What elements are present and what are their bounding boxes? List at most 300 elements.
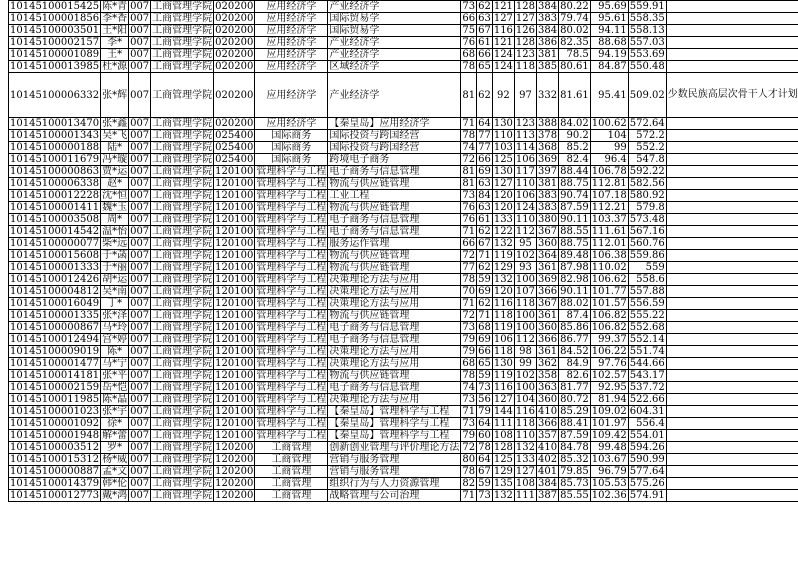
dept-code: 007 bbox=[130, 322, 150, 333]
score-english: 67 bbox=[478, 466, 491, 477]
score-total: 366 bbox=[538, 418, 558, 429]
score-politics: 74 bbox=[462, 142, 476, 153]
candidate-name: 孟*文 bbox=[102, 466, 128, 477]
remark bbox=[666, 178, 798, 190]
score-subject-2: 127 bbox=[515, 13, 536, 24]
table-row bbox=[9, 274, 798, 286]
major-code: 120100 bbox=[215, 178, 254, 189]
score-subject-2: 102 bbox=[515, 250, 536, 261]
major-name: 管理科学与工程 bbox=[256, 274, 327, 285]
candidate-name: 吴*南 bbox=[102, 286, 128, 297]
score-politics: 73 bbox=[462, 322, 476, 333]
college-name: 工商管理学院 bbox=[152, 286, 213, 297]
score-subject-2: 110 bbox=[515, 214, 536, 225]
score-subject-2: 133 bbox=[515, 454, 536, 465]
candidate-id: 10145100001089 bbox=[10, 49, 100, 60]
table-row bbox=[9, 25, 798, 37]
score-subject-1: 119 bbox=[493, 322, 513, 333]
score-total: 360 bbox=[538, 394, 558, 405]
retest-score: 85.2 bbox=[559, 142, 591, 154]
research-direction: 电子商务与信息管理 bbox=[328, 334, 461, 346]
remark bbox=[666, 322, 798, 334]
final-score: 509.02 bbox=[628, 73, 666, 118]
major-name: 应用经济学 bbox=[255, 37, 328, 49]
retest-weighted: 112.01 bbox=[591, 238, 627, 249]
research-direction: 决策理论方法与应用 bbox=[328, 286, 461, 298]
retest-weighted: 95.41 bbox=[590, 73, 628, 118]
remark bbox=[666, 166, 798, 178]
score-politics: 71 bbox=[462, 490, 476, 501]
retest-score: 90.11 bbox=[560, 214, 589, 225]
score-subject-1: 120 bbox=[493, 286, 513, 297]
major-code: 120100 bbox=[215, 286, 254, 297]
table-row bbox=[9, 166, 798, 178]
score-subject-1: 130 bbox=[493, 166, 513, 177]
retest-weighted: 99.48 bbox=[590, 442, 628, 454]
score-total: 384 bbox=[538, 1, 558, 12]
major-name: 应用经济学 bbox=[255, 73, 328, 118]
candidate-name: 徐* bbox=[101, 418, 129, 430]
candidate-id: 10145100003512 bbox=[10, 442, 100, 453]
college-name: 工商管理学院 bbox=[152, 226, 213, 237]
final-score: 543.17 bbox=[629, 370, 665, 381]
retest-weighted: 97.76 bbox=[590, 358, 628, 370]
candidate-name: 周* bbox=[101, 214, 129, 226]
candidate-id: 10145100003501 bbox=[10, 25, 100, 36]
score-politics: 72 bbox=[462, 250, 476, 261]
score-subject-1: 108 bbox=[493, 430, 513, 441]
score-english: 73 bbox=[478, 490, 491, 501]
final-score: 553.69 bbox=[629, 49, 665, 60]
retest-score: 88.41 bbox=[560, 418, 589, 429]
score-subject-2: 111 bbox=[515, 490, 536, 501]
remark bbox=[666, 334, 798, 346]
research-direction: 电子商务与信息管理 bbox=[328, 214, 461, 226]
major-code: 120100 bbox=[215, 202, 254, 213]
college-name: 工商管理学院 bbox=[152, 430, 213, 441]
college-name: 工商管理学院 bbox=[152, 61, 213, 72]
college-name: 工商管理学院 bbox=[152, 202, 213, 213]
retest-weighted: 95.61 bbox=[590, 13, 628, 25]
major-code: 020200 bbox=[215, 118, 254, 129]
table-row bbox=[9, 442, 798, 454]
score-politics: 73 bbox=[462, 394, 476, 405]
research-direction: 电子商务与信息管理 bbox=[328, 382, 461, 394]
major-name: 管理科学与工程 bbox=[256, 346, 327, 357]
candidate-id: 10145100004812 bbox=[10, 286, 100, 297]
retest-score: 80.22 bbox=[560, 1, 589, 12]
score-english: 68 bbox=[478, 322, 491, 333]
major-code: 120200 bbox=[215, 454, 254, 465]
major-name: 应用经济学 bbox=[255, 49, 328, 61]
table-row bbox=[9, 190, 798, 202]
score-politics: 68 bbox=[462, 358, 476, 369]
retest-weighted: 81.94 bbox=[590, 394, 628, 406]
candidate-id: 10145100006332 bbox=[9, 73, 101, 118]
score-english: 59 bbox=[478, 478, 491, 489]
remark bbox=[666, 466, 798, 478]
college-name: 工商管理学院 bbox=[152, 238, 213, 249]
score-subject-2: 114 bbox=[515, 142, 536, 153]
score-english: 60 bbox=[478, 430, 491, 441]
candidate-id: 10145100009019 bbox=[10, 346, 100, 357]
score-total: 386 bbox=[538, 37, 558, 48]
major-code: 120100 bbox=[215, 262, 254, 273]
final-score: 558.35 bbox=[629, 13, 665, 24]
final-score: 552.2 bbox=[628, 142, 666, 154]
research-direction: 产业经济学 bbox=[328, 73, 461, 118]
remark bbox=[666, 61, 798, 73]
score-total: 364 bbox=[538, 250, 558, 261]
score-subject-2: 102 bbox=[515, 370, 536, 381]
college-name: 工商管理学院 bbox=[152, 478, 213, 489]
final-score: 572.2 bbox=[628, 130, 666, 142]
table-body bbox=[9, 1, 798, 502]
major-name: 国际商务 bbox=[255, 130, 328, 142]
research-direction: 【秦皇岛】管理科学与工程 bbox=[328, 406, 461, 418]
major-code: 020200 bbox=[215, 25, 254, 36]
retest-score: 90.2 bbox=[559, 130, 591, 142]
score-english: 65 bbox=[478, 358, 491, 369]
research-direction: 服务运作管理 bbox=[328, 238, 461, 250]
research-direction: 工业工程 bbox=[328, 190, 461, 202]
major-code: 025400 bbox=[215, 154, 254, 165]
candidate-id: 10145100001411 bbox=[10, 202, 100, 213]
research-direction: 国际投资与跨国经营 bbox=[328, 142, 461, 154]
score-subject-1: 130 bbox=[493, 358, 513, 369]
table-row bbox=[9, 322, 798, 334]
major-name: 管理科学与工程 bbox=[256, 382, 327, 393]
score-subject-2: 123 bbox=[515, 118, 536, 129]
score-english: 62 bbox=[478, 1, 491, 12]
score-total: 401 bbox=[538, 466, 558, 477]
candidate-id: 10145100001092 bbox=[10, 418, 100, 429]
score-subject-1: 127 bbox=[493, 394, 513, 405]
score-total: 368 bbox=[538, 142, 558, 153]
score-subject-2: 100 bbox=[515, 274, 536, 285]
remark bbox=[666, 298, 798, 310]
score-total: 384 bbox=[538, 25, 558, 36]
candidate-name: 韩*伦 bbox=[102, 478, 128, 489]
candidate-name: 岳*恺 bbox=[102, 382, 128, 393]
candidate-name: 胡*运 bbox=[102, 274, 128, 285]
candidate-id: 10145100013985 bbox=[10, 61, 100, 72]
candidate-id: 10145100001023 bbox=[10, 406, 100, 417]
dept-code: 007 bbox=[130, 298, 150, 309]
major-code: 120100 bbox=[215, 358, 254, 369]
major-code: 120200 bbox=[215, 466, 254, 477]
final-score: 556.4 bbox=[628, 418, 666, 430]
score-total: 367 bbox=[538, 226, 558, 237]
retest-score: 80.61 bbox=[560, 61, 589, 72]
research-direction: 组织行为与人力资源管理 bbox=[328, 478, 461, 490]
retest-score: 82.6 bbox=[559, 370, 591, 382]
research-direction: 国际投资与跨国经营 bbox=[328, 130, 461, 142]
major-code: 020200 bbox=[215, 37, 254, 48]
retest-score: 80.72 bbox=[560, 394, 589, 405]
remark bbox=[666, 406, 798, 418]
dept-code: 007 bbox=[130, 190, 150, 201]
score-english: 63 bbox=[478, 202, 491, 213]
score-total: 357 bbox=[538, 430, 558, 441]
score-politics: 78 bbox=[462, 466, 476, 477]
score-english: 69 bbox=[478, 286, 491, 297]
score-subject-1: 133 bbox=[493, 214, 513, 225]
dept-code: 007 bbox=[130, 478, 150, 489]
retest-score: 88.44 bbox=[560, 166, 589, 177]
retest-weighted: 112.81 bbox=[591, 178, 627, 189]
research-direction: 营销与服务管理 bbox=[328, 466, 461, 478]
retest-score: 85.32 bbox=[560, 454, 589, 465]
table-row bbox=[9, 286, 798, 298]
candidate-id: 10145100014379 bbox=[10, 478, 100, 489]
score-politics: 76 bbox=[462, 202, 476, 213]
score-total: 397 bbox=[538, 166, 558, 177]
score-subject-2: 95 bbox=[514, 238, 536, 250]
dept-code: 007 bbox=[130, 334, 150, 345]
remark bbox=[666, 142, 798, 154]
table-row bbox=[9, 1, 798, 13]
final-score: 582.56 bbox=[629, 178, 665, 189]
score-subject-2: 128 bbox=[515, 1, 536, 12]
score-subject-2: 127 bbox=[515, 466, 536, 477]
score-english: 66 bbox=[478, 154, 491, 165]
candidate-id: 10145100011679 bbox=[10, 154, 100, 165]
table-row bbox=[9, 214, 798, 226]
major-name: 管理科学与工程 bbox=[256, 298, 327, 309]
candidate-name: 冯*璇 bbox=[102, 154, 128, 165]
final-score: 604.31 bbox=[629, 406, 665, 417]
dept-code: 007 bbox=[130, 430, 150, 441]
candidate-name: 贾*运 bbox=[102, 166, 128, 177]
score-politics: 68 bbox=[462, 49, 476, 60]
retest-weighted: 110.02 bbox=[591, 262, 627, 273]
score-subject-2: 118 bbox=[515, 61, 536, 72]
candidate-id: 10145100014542 bbox=[10, 226, 100, 237]
retest-score: 82.35 bbox=[560, 37, 589, 48]
retest-weighted: 102.36 bbox=[591, 490, 627, 501]
major-name: 工商管理 bbox=[255, 466, 328, 478]
dept-code: 007 bbox=[130, 25, 150, 36]
score-politics: 81 bbox=[462, 178, 476, 189]
score-total: 362 bbox=[538, 358, 558, 369]
retest-score: 85.86 bbox=[560, 322, 589, 333]
score-politics: 76 bbox=[462, 214, 476, 225]
score-subject-1: 121 bbox=[493, 37, 513, 48]
retest-weighted: 96.4 bbox=[590, 154, 628, 166]
score-subject-2: 128 bbox=[515, 37, 536, 48]
candidate-name: 张*辉 bbox=[101, 73, 129, 118]
college-name: 工商管理学院 bbox=[152, 442, 213, 453]
dept-code: 007 bbox=[130, 154, 150, 165]
candidate-id: 10145100015608 bbox=[10, 250, 100, 261]
candidate-name: 温*怡 bbox=[102, 226, 128, 237]
table-row bbox=[9, 418, 798, 430]
final-score: 579.8 bbox=[628, 202, 666, 214]
college-name: 工商管理学院 bbox=[152, 190, 213, 201]
final-score: 567.16 bbox=[629, 226, 665, 237]
final-score: 557.03 bbox=[629, 37, 665, 48]
final-score: 574.91 bbox=[629, 490, 665, 501]
college-name: 工商管理学院 bbox=[152, 322, 213, 333]
dept-code: 007 bbox=[130, 406, 150, 417]
score-total: 369 bbox=[538, 274, 558, 285]
score-english: 62 bbox=[477, 73, 493, 118]
candidate-id: 10145100001948 bbox=[10, 430, 100, 441]
retest-weighted: 106.22 bbox=[591, 346, 627, 357]
major-code: 120100 bbox=[215, 346, 254, 357]
score-subject-1: 119 bbox=[493, 370, 513, 381]
remark bbox=[666, 394, 798, 406]
remark bbox=[666, 250, 798, 262]
final-score: 552.14 bbox=[629, 334, 665, 345]
table-row bbox=[9, 406, 798, 418]
score-politics: 73 bbox=[462, 418, 476, 429]
table-row bbox=[9, 262, 798, 274]
college-name: 工商管理学院 bbox=[152, 454, 213, 465]
score-total: 381 bbox=[538, 178, 558, 189]
dept-code: 007 bbox=[130, 346, 150, 357]
retest-weighted: 109.02 bbox=[591, 406, 627, 417]
score-subject-1: 122 bbox=[493, 226, 513, 237]
dept-code: 007 bbox=[130, 37, 150, 48]
college-name: 工商管理学院 bbox=[152, 130, 213, 141]
score-politics: 71 bbox=[462, 298, 476, 309]
research-direction: 【秦皇岛】应用经济学 bbox=[328, 118, 461, 130]
retest-score: 85.29 bbox=[560, 406, 589, 417]
dept-code: 007 bbox=[130, 130, 150, 141]
major-code: 020200 bbox=[214, 73, 255, 118]
college-name: 工商管理学院 bbox=[152, 346, 213, 357]
score-english: 61 bbox=[478, 214, 491, 225]
college-name: 工商管理学院 bbox=[152, 406, 213, 417]
college-name: 工商管理学院 bbox=[152, 118, 213, 129]
research-direction: 决策理论方法与应用 bbox=[328, 358, 461, 370]
final-score: 550.48 bbox=[629, 61, 665, 72]
research-direction: 营销与服务管理 bbox=[328, 454, 461, 466]
score-english: 71 bbox=[478, 310, 491, 321]
admission-score-table bbox=[8, 0, 798, 502]
major-code: 120100 bbox=[215, 226, 254, 237]
major-name: 管理科学与工程 bbox=[256, 202, 327, 213]
college-name: 工商管理学院 bbox=[152, 178, 213, 189]
candidate-name: 陈*青 bbox=[102, 1, 128, 12]
retest-score: 80.02 bbox=[560, 25, 589, 36]
score-total: 367 bbox=[538, 298, 558, 309]
score-total: 381 bbox=[538, 49, 558, 60]
college-name: 工商管理学院 bbox=[152, 1, 213, 12]
retest-weighted: 101.97 bbox=[591, 418, 627, 429]
score-subject-1: 118 bbox=[493, 346, 513, 357]
major-code: 120100 bbox=[215, 274, 254, 285]
college-name: 工商管理学院 bbox=[152, 274, 213, 285]
retest-score: 90.74 bbox=[560, 190, 589, 201]
score-subject-2: 110 bbox=[515, 178, 536, 189]
research-direction: 决策理论方法与应用 bbox=[328, 274, 461, 286]
score-english: 84 bbox=[478, 190, 491, 201]
college-name: 工商管理学院 bbox=[152, 142, 213, 153]
table-row bbox=[9, 298, 798, 310]
research-direction: 物流与供应链管理 bbox=[328, 178, 461, 190]
table-row bbox=[9, 13, 798, 25]
retest-score: 88.55 bbox=[560, 226, 589, 237]
dept-code: 007 bbox=[130, 13, 150, 24]
major-name: 管理科学与工程 bbox=[256, 286, 327, 297]
score-english: 66 bbox=[478, 49, 491, 60]
table-row bbox=[9, 310, 798, 322]
candidate-id: 10145100000863 bbox=[10, 166, 100, 177]
table-row bbox=[9, 154, 798, 166]
dept-code: 007 bbox=[130, 310, 150, 321]
candidate-name: 罗* bbox=[101, 442, 129, 454]
score-politics: 79 bbox=[462, 430, 476, 441]
score-english: 64 bbox=[478, 454, 491, 465]
dept-code: 007 bbox=[130, 166, 150, 177]
table-row bbox=[9, 394, 798, 406]
retest-weighted: 100.62 bbox=[591, 118, 627, 129]
score-total: 380 bbox=[538, 214, 558, 225]
score-subject-2: 100 bbox=[515, 382, 536, 393]
score-total: 361 bbox=[538, 262, 558, 273]
table-row bbox=[9, 118, 798, 130]
score-total: 360 bbox=[538, 238, 558, 249]
score-politics: 74 bbox=[462, 382, 476, 393]
college-name: 工商管理学院 bbox=[152, 250, 213, 261]
dept-code: 007 bbox=[130, 142, 150, 153]
score-subject-1: 144 bbox=[493, 406, 513, 417]
score-politics: 71 bbox=[462, 406, 476, 417]
remark bbox=[666, 13, 798, 25]
score-subject-1: 120 bbox=[493, 190, 513, 201]
research-direction: 【秦皇岛】管理科学与工程 bbox=[328, 430, 461, 442]
score-english: 62 bbox=[478, 262, 491, 273]
dept-code: 007 bbox=[130, 370, 150, 381]
college-name: 工商管理学院 bbox=[152, 298, 213, 309]
remark: 少数民族高层次骨干人才计划 bbox=[666, 73, 798, 118]
retest-weighted: 94.11 bbox=[590, 25, 628, 37]
score-total: 383 bbox=[538, 190, 558, 201]
score-subject-2: 110 bbox=[515, 430, 536, 441]
table-row bbox=[9, 478, 798, 490]
retest-score: 86.77 bbox=[560, 334, 589, 345]
score-subject-2: 124 bbox=[515, 202, 536, 213]
score-english: 64 bbox=[478, 118, 491, 129]
major-name: 国际商务 bbox=[255, 154, 328, 166]
score-subject-1: 128 bbox=[493, 442, 513, 453]
candidate-id: 10145100002159 bbox=[10, 382, 100, 393]
score-politics: 78 bbox=[462, 130, 476, 141]
candidate-id: 10145100001335 bbox=[10, 310, 100, 321]
major-name: 管理科学与工程 bbox=[256, 322, 327, 333]
table-row bbox=[9, 37, 798, 49]
final-score: 577.64 bbox=[629, 466, 665, 477]
candidate-name: 陈*晶 bbox=[102, 394, 128, 405]
major-name: 管理科学与工程 bbox=[256, 370, 327, 381]
table-row bbox=[9, 61, 798, 73]
major-code: 120100 bbox=[215, 238, 254, 249]
score-subject-1: 106 bbox=[493, 334, 513, 345]
major-name: 工商管理 bbox=[255, 490, 328, 502]
major-code: 120100 bbox=[215, 322, 254, 333]
candidate-id: 10145100016049 bbox=[10, 298, 100, 309]
score-english: 63 bbox=[478, 178, 491, 189]
major-name: 管理科学与工程 bbox=[256, 226, 327, 237]
score-subject-1: 103 bbox=[493, 142, 513, 153]
score-english: 69 bbox=[478, 334, 491, 345]
score-subject-1: 127 bbox=[493, 178, 513, 189]
score-english: 62 bbox=[478, 298, 491, 309]
remark bbox=[666, 382, 798, 394]
